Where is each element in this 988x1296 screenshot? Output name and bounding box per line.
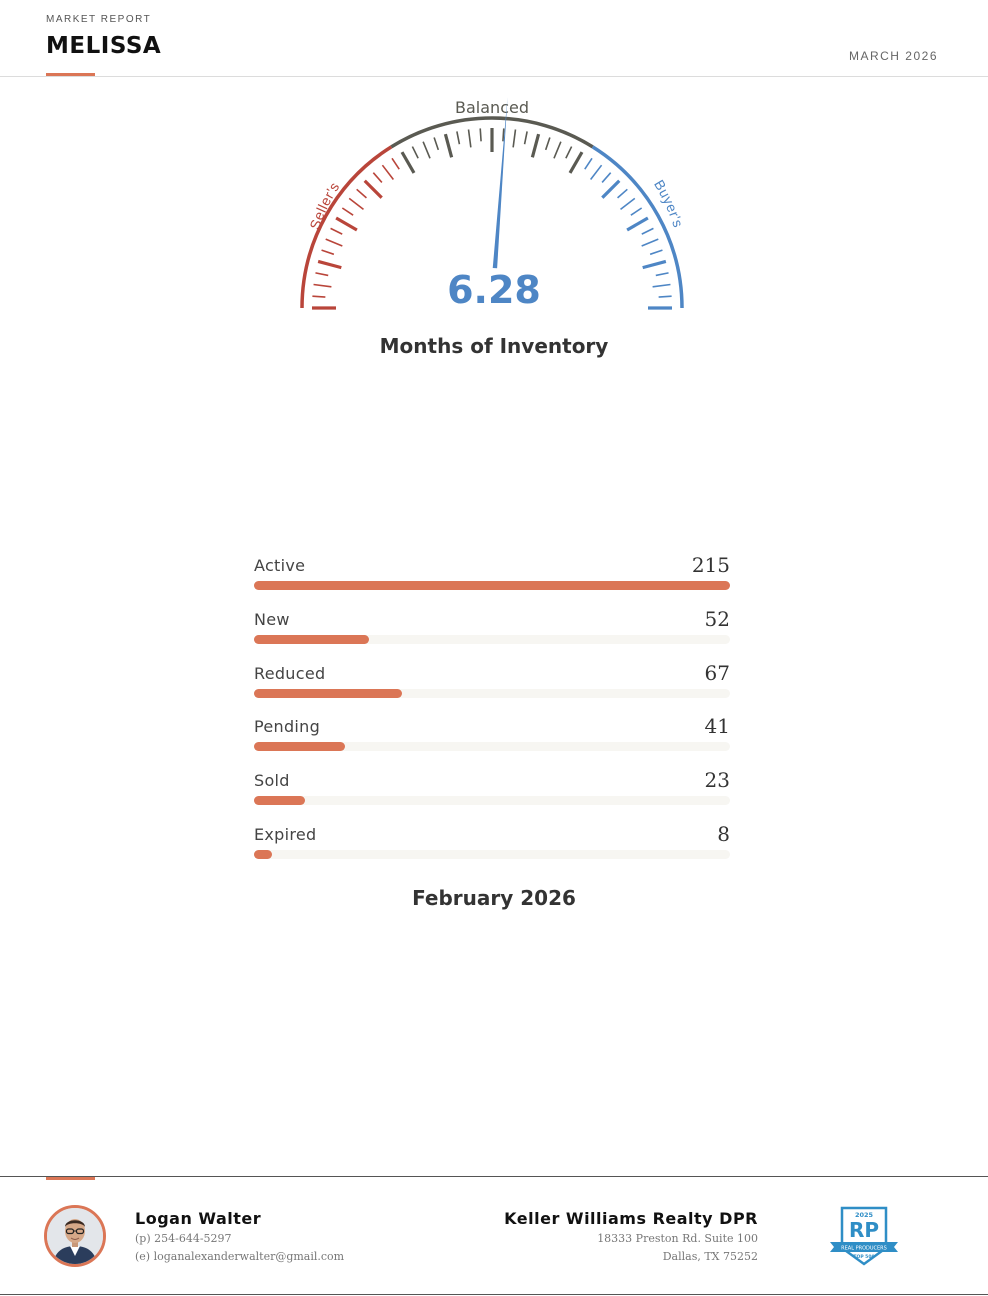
gauge-tick — [342, 208, 353, 215]
footer-accent-bar — [46, 1177, 95, 1180]
gauge-tick — [503, 128, 504, 141]
stat-bar-fill — [254, 742, 345, 751]
gauge-value: 6.28 — [447, 268, 541, 312]
gauge-tick — [532, 134, 538, 157]
gauge-tick — [357, 189, 367, 198]
gauge-tick — [642, 239, 659, 246]
gauge-tick — [570, 152, 582, 173]
stat-bar-track — [254, 689, 730, 698]
stat-row-active — [254, 553, 730, 607]
gauge-tick — [621, 198, 635, 209]
stat-value: 41 — [704, 714, 730, 739]
gauge-needle-pointer — [493, 97, 508, 269]
gauge-tick — [336, 218, 357, 230]
stat-value: 23 — [704, 768, 730, 793]
gauge-tick — [349, 198, 363, 209]
gauge-tick — [402, 152, 414, 173]
gauge-tick — [618, 189, 628, 198]
stat-label: Sold — [254, 771, 290, 791]
header-accent-bar — [46, 73, 95, 76]
period-title: February 2026 — [412, 886, 576, 910]
gauge-tick — [423, 142, 430, 159]
gauge-tick — [457, 131, 460, 144]
stat-bar-fill — [254, 689, 402, 698]
gauge-tick — [591, 165, 602, 179]
gauge-tick — [382, 165, 393, 179]
gauge-caption: Months of Inventory — [379, 334, 609, 358]
agent-name: Logan Walter — [135, 1209, 262, 1228]
agent-avatar — [44, 1205, 106, 1267]
gauge-tick — [566, 147, 572, 159]
stat-bar-fill — [254, 796, 305, 805]
brokerage-address-line2: Dallas, TX 75252 — [662, 1250, 758, 1263]
gauge-tick — [326, 239, 343, 246]
gauge-tick — [585, 158, 592, 169]
stat-bar-track — [254, 635, 730, 644]
gauge-tick — [643, 261, 666, 267]
stat-row-reduced — [254, 661, 730, 715]
stat-bar-fill — [254, 850, 272, 859]
stat-label: Pending — [254, 717, 321, 737]
brokerage-name: Keller Williams Realty DPR — [504, 1209, 758, 1228]
stat-label: New — [254, 609, 290, 629]
gauge-tick — [627, 218, 648, 230]
stat-bar-track — [254, 581, 730, 590]
svg-text:REAL PRODUCERS: REAL PRODUCERS — [841, 1245, 887, 1252]
gauge-tick — [331, 228, 343, 234]
gauge-tick — [602, 173, 611, 183]
gauge-label-balanced: Balanced — [455, 98, 529, 117]
stat-row-new — [254, 607, 730, 661]
svg-text:RP: RP — [848, 1218, 880, 1242]
report-date: MARCH 2026 — [848, 49, 938, 63]
gauge-tick — [445, 134, 451, 157]
stat-value: 52 — [704, 606, 730, 631]
gauge-tick — [412, 147, 418, 159]
header-divider — [0, 76, 988, 77]
gauge-tick — [392, 158, 399, 169]
stat-row-expired — [254, 822, 730, 876]
report-kicker: MARKET REPORT — [46, 14, 152, 25]
stat-value: 8 — [717, 821, 730, 846]
gauge-tick — [546, 138, 550, 150]
gauge-tick — [554, 142, 561, 159]
stat-row-pending — [254, 714, 730, 768]
gauge-tick — [525, 131, 528, 144]
svg-text:TOP 500: TOP 500 — [853, 1255, 875, 1260]
stat-label: Expired — [254, 824, 317, 844]
agent-email: (e) loganalexanderwalter@gmail.com — [135, 1250, 345, 1263]
gauge-needle — [493, 97, 508, 269]
gauge-tick — [469, 130, 471, 148]
stat-bar-track — [254, 850, 730, 859]
bottom-divider — [0, 1294, 988, 1295]
brokerage-address-line1: 18333 Preston Rd. Suite 100 — [597, 1232, 758, 1245]
gauge-label-sellers: Seller's — [306, 178, 343, 232]
gauge-tick — [373, 173, 382, 183]
gauge-tick — [642, 228, 654, 234]
gauge-tick — [322, 250, 334, 254]
stat-bar-track — [254, 742, 730, 751]
real-producers-badge-icon — [828, 1204, 900, 1268]
listing-stats — [254, 553, 730, 876]
gauge-tick — [513, 130, 515, 148]
stat-bar-fill — [254, 635, 369, 644]
stat-label: Active — [254, 556, 306, 575]
footer-divider — [0, 1176, 988, 1177]
agent-portrait-icon — [47, 1208, 103, 1264]
stat-row-sold — [254, 768, 730, 822]
gauge-tick — [480, 128, 481, 141]
gauge-tick — [631, 208, 642, 215]
svg-text:2025: 2025 — [854, 1211, 874, 1219]
gauge-label-buyers: Buyer's — [651, 176, 687, 230]
stat-value: 215 — [691, 553, 730, 577]
stat-bar-track — [254, 796, 730, 805]
gauge-tick — [602, 181, 619, 198]
stat-bar-fill — [254, 581, 730, 590]
stat-value: 67 — [704, 660, 730, 685]
gauge-tick — [365, 181, 382, 198]
gauge-tick — [318, 261, 341, 267]
stat-label: Reduced — [254, 663, 326, 683]
gauge-tick — [434, 138, 438, 150]
agent-phone: (p) 254-644-5297 — [135, 1232, 232, 1245]
city-title: MELISSA — [46, 33, 162, 59]
gauge-tick — [650, 250, 662, 254]
